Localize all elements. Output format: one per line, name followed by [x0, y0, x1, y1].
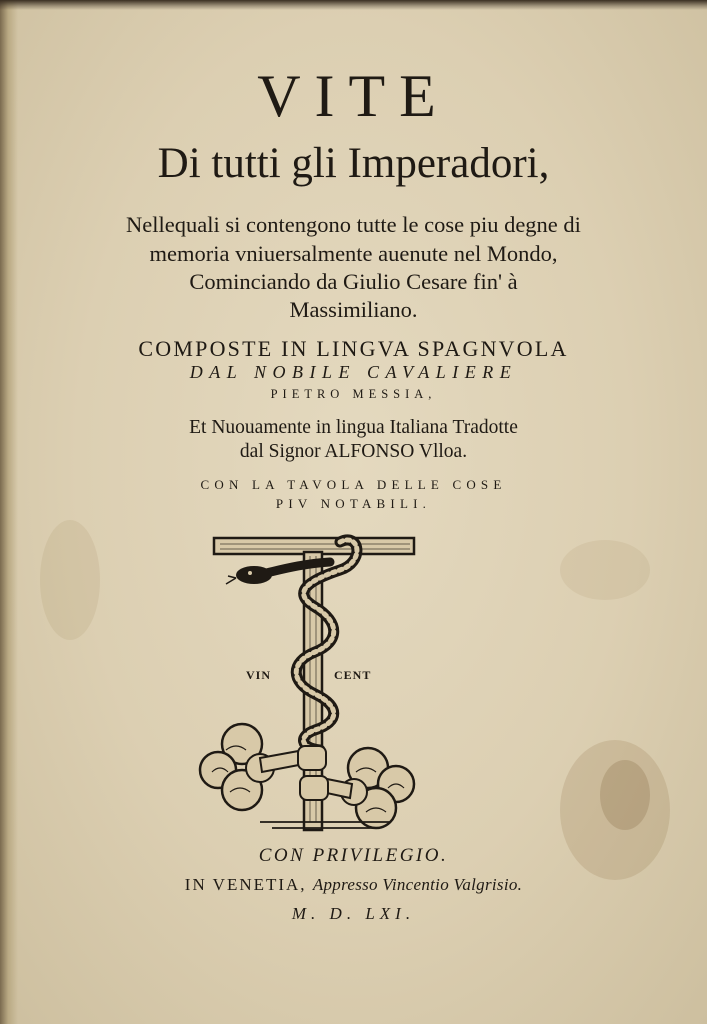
description-line: Massimiliano. — [289, 297, 418, 322]
stain — [600, 760, 650, 830]
stain — [560, 540, 650, 600]
table-note-line: CON LA TAVOLA DELLE COSE — [200, 477, 507, 492]
translation-line: dal Signor ALFONSO Vlloa. — [239, 441, 468, 462]
author-name: PIETRO MESSIA, — [270, 387, 437, 401]
book-title: VITE — [257, 63, 450, 129]
printers-device-tau-serpent — [190, 522, 430, 840]
book-subtitle: Di tutti gli Imperadori, — [157, 140, 550, 187]
table-note-line: PIV NOTABILI. — [275, 496, 432, 511]
imprint-place: IN VENETIA, — [184, 875, 307, 894]
translation-line: Et Nuouamente in lingua Italiana Tradotte — [189, 417, 518, 438]
serpent-head-icon — [236, 566, 272, 584]
motto-right: CENT — [334, 668, 372, 682]
privilege-note: CON PRIVILEGIO. — [258, 845, 449, 866]
imprint-date: M. D. LXI. — [291, 904, 416, 923]
description-line: Nellequali si contengono tutte le cose piu degne di — [126, 212, 581, 237]
description-line: Cominciando da Giulio Cesare fin' à — [189, 269, 518, 294]
imprint-publisher: Appresso Vincentio Valgrisio. — [312, 875, 523, 894]
description-line: memoria vniuersalmente auenute nel Mondo, — [149, 241, 558, 266]
imprint — [0, 876, 707, 893]
motto-left: VIN — [246, 668, 272, 682]
author-line: DAL NOBILE CAVALIERE — [189, 362, 518, 382]
composed-note: COMPOSTE IN LINGVA SPAGNVOLA — [138, 336, 569, 361]
stain — [40, 520, 100, 640]
